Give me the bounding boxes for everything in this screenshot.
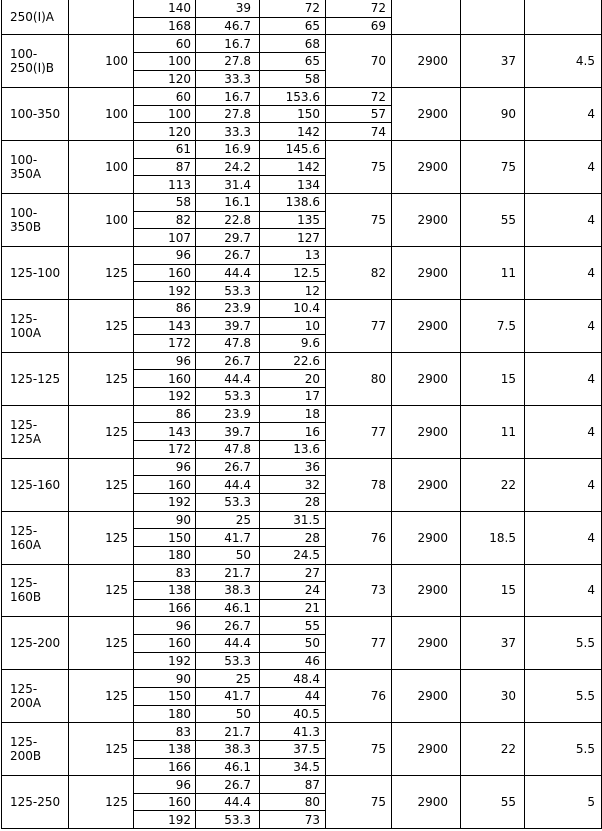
capacity-ls-cell: 26.7 xyxy=(196,776,260,794)
head-cell: 44 xyxy=(260,687,326,705)
model-cell: 100-250(I)B xyxy=(2,35,69,88)
capacity-ls-cell: 27.8 xyxy=(196,52,260,70)
table-row xyxy=(2,723,602,741)
npsh-cell xyxy=(525,0,602,35)
capacity-m3h-cell: 120 xyxy=(134,70,196,88)
head-cell: 34.5 xyxy=(260,758,326,776)
power-cell: 15 xyxy=(461,564,525,617)
capacity-m3h-cell: 166 xyxy=(134,758,196,776)
model-cell: 125-100 xyxy=(2,246,69,299)
capacity-m3h-cell: 83 xyxy=(134,564,196,582)
model-cell: 125-250 xyxy=(2,776,69,829)
capacity-ls-cell: 53.3 xyxy=(196,282,260,300)
npsh-cell: 5.5 xyxy=(525,617,602,670)
efficiency-cell: 77 xyxy=(326,617,392,670)
head-cell: 21 xyxy=(260,599,326,617)
table-row xyxy=(2,352,602,370)
model-cell: 125-160B xyxy=(2,564,69,617)
table-row xyxy=(2,141,602,159)
table-body xyxy=(2,0,602,829)
capacity-ls-cell: 23.9 xyxy=(196,405,260,423)
diameter-cell xyxy=(69,0,134,35)
diameter-cell: 100 xyxy=(69,35,134,88)
table-row xyxy=(2,405,602,423)
capacity-ls-cell: 47.8 xyxy=(196,335,260,353)
capacity-m3h-cell: 61 xyxy=(134,141,196,159)
capacity-m3h-cell: 192 xyxy=(134,282,196,300)
capacity-ls-cell: 26.7 xyxy=(196,352,260,370)
capacity-m3h-cell: 60 xyxy=(134,35,196,53)
efficiency-cell: 82 xyxy=(326,246,392,299)
capacity-ls-cell: 39.7 xyxy=(196,317,260,335)
model-cell: 125-125A xyxy=(2,405,69,458)
head-cell: 40.5 xyxy=(260,705,326,723)
capacity-ls-cell: 44.4 xyxy=(196,793,260,811)
capacity-ls-cell: 16.9 xyxy=(196,141,260,159)
head-cell: 127 xyxy=(260,229,326,247)
npsh-cell: 4 xyxy=(525,564,602,617)
power-cell: 22 xyxy=(461,723,525,776)
head-cell: 10.4 xyxy=(260,299,326,317)
npsh-cell: 4 xyxy=(525,88,602,141)
efficiency-cell: 75 xyxy=(326,194,392,247)
power-cell: 55 xyxy=(461,776,525,829)
speed-cell: 2900 xyxy=(392,352,461,405)
head-cell: 134 xyxy=(260,176,326,194)
head-cell: 10 xyxy=(260,317,326,335)
capacity-m3h-cell: 138 xyxy=(134,740,196,758)
diameter-cell: 125 xyxy=(69,458,134,511)
speed-cell: 2900 xyxy=(392,723,461,776)
power-cell: 11 xyxy=(461,405,525,458)
head-cell: 16 xyxy=(260,423,326,441)
capacity-ls-cell: 39 xyxy=(196,0,260,17)
capacity-ls-cell: 38.3 xyxy=(196,582,260,600)
capacity-m3h-cell: 87 xyxy=(134,158,196,176)
capacity-ls-cell: 26.7 xyxy=(196,246,260,264)
power-cell: 37 xyxy=(461,35,525,88)
capacity-m3h-cell: 192 xyxy=(134,652,196,670)
power-cell: 15 xyxy=(461,352,525,405)
head-cell: 46 xyxy=(260,652,326,670)
capacity-m3h-cell: 160 xyxy=(134,476,196,494)
pump-spec-table xyxy=(1,0,602,829)
head-cell: 13 xyxy=(260,246,326,264)
head-cell: 24 xyxy=(260,582,326,600)
diameter-cell: 125 xyxy=(69,617,134,670)
speed-cell: 2900 xyxy=(392,776,461,829)
capacity-m3h-cell: 60 xyxy=(134,88,196,106)
capacity-m3h-cell: 143 xyxy=(134,423,196,441)
speed-cell xyxy=(392,0,461,35)
capacity-ls-cell: 53.3 xyxy=(196,388,260,406)
diameter-cell: 125 xyxy=(69,511,134,564)
capacity-ls-cell: 53.3 xyxy=(196,811,260,829)
head-cell: 22.6 xyxy=(260,352,326,370)
npsh-cell: 5.5 xyxy=(525,723,602,776)
model-cell: 100-350A xyxy=(2,141,69,194)
capacity-m3h-cell: 96 xyxy=(134,458,196,476)
capacity-ls-cell: 44.4 xyxy=(196,264,260,282)
capacity-m3h-cell: 83 xyxy=(134,723,196,741)
head-cell: 87 xyxy=(260,776,326,794)
head-cell: 50 xyxy=(260,635,326,653)
capacity-m3h-cell: 168 xyxy=(134,17,196,35)
npsh-cell: 4 xyxy=(525,405,602,458)
capacity-m3h-cell: 90 xyxy=(134,670,196,688)
capacity-m3h-cell: 172 xyxy=(134,335,196,353)
head-cell: 80 xyxy=(260,793,326,811)
capacity-m3h-cell: 166 xyxy=(134,599,196,617)
capacity-m3h-cell: 160 xyxy=(134,264,196,282)
capacity-m3h-cell: 120 xyxy=(134,123,196,141)
efficiency-cell: 69 xyxy=(326,17,392,35)
head-cell: 48.4 xyxy=(260,670,326,688)
capacity-ls-cell: 21.7 xyxy=(196,564,260,582)
power-cell: 11 xyxy=(461,246,525,299)
capacity-m3h-cell: 90 xyxy=(134,511,196,529)
speed-cell: 2900 xyxy=(392,670,461,723)
speed-cell: 2900 xyxy=(392,194,461,247)
diameter-cell: 125 xyxy=(69,723,134,776)
head-cell: 58 xyxy=(260,70,326,88)
capacity-m3h-cell: 138 xyxy=(134,582,196,600)
capacity-ls-cell: 23.9 xyxy=(196,299,260,317)
model-cell: 100-350 xyxy=(2,88,69,141)
head-cell: 65 xyxy=(260,52,326,70)
capacity-ls-cell: 21.7 xyxy=(196,723,260,741)
model-cell: 125-200B xyxy=(2,723,69,776)
speed-cell: 2900 xyxy=(392,88,461,141)
power-cell: 18.5 xyxy=(461,511,525,564)
npsh-cell: 4 xyxy=(525,194,602,247)
efficiency-cell: 75 xyxy=(326,141,392,194)
capacity-ls-cell: 53.3 xyxy=(196,493,260,511)
model-cell: 100-350B xyxy=(2,194,69,247)
diameter-cell: 100 xyxy=(69,194,134,247)
efficiency-cell: 72 xyxy=(326,0,392,17)
speed-cell: 2900 xyxy=(392,405,461,458)
capacity-ls-cell: 50 xyxy=(196,546,260,564)
efficiency-cell: 76 xyxy=(326,670,392,723)
efficiency-cell: 74 xyxy=(326,123,392,141)
model-cell: 125-160 xyxy=(2,458,69,511)
speed-cell: 2900 xyxy=(392,246,461,299)
head-cell: 18 xyxy=(260,405,326,423)
head-cell: 138.6 xyxy=(260,194,326,212)
head-cell: 31.5 xyxy=(260,511,326,529)
capacity-ls-cell: 29.7 xyxy=(196,229,260,247)
speed-cell: 2900 xyxy=(392,511,461,564)
table-row xyxy=(2,617,602,635)
capacity-m3h-cell: 160 xyxy=(134,370,196,388)
capacity-m3h-cell: 113 xyxy=(134,176,196,194)
npsh-cell: 4 xyxy=(525,141,602,194)
table-row xyxy=(2,458,602,476)
capacity-m3h-cell: 160 xyxy=(134,635,196,653)
efficiency-cell: 72 xyxy=(326,88,392,106)
efficiency-cell: 76 xyxy=(326,511,392,564)
efficiency-cell: 75 xyxy=(326,723,392,776)
capacity-m3h-cell: 150 xyxy=(134,687,196,705)
head-cell: 55 xyxy=(260,617,326,635)
capacity-ls-cell: 26.7 xyxy=(196,458,260,476)
head-cell: 28 xyxy=(260,493,326,511)
speed-cell: 2900 xyxy=(392,35,461,88)
table-row xyxy=(2,299,602,317)
capacity-ls-cell: 33.3 xyxy=(196,70,260,88)
head-cell: 12 xyxy=(260,282,326,300)
capacity-m3h-cell: 140 xyxy=(134,0,196,17)
capacity-m3h-cell: 180 xyxy=(134,546,196,564)
table-row xyxy=(2,670,602,688)
power-cell xyxy=(461,0,525,35)
capacity-ls-cell: 38.3 xyxy=(196,740,260,758)
diameter-cell: 125 xyxy=(69,670,134,723)
capacity-ls-cell: 26.7 xyxy=(196,617,260,635)
head-cell: 27 xyxy=(260,564,326,582)
speed-cell: 2900 xyxy=(392,458,461,511)
npsh-cell: 4 xyxy=(525,299,602,352)
npsh-cell: 4 xyxy=(525,352,602,405)
capacity-ls-cell: 46.1 xyxy=(196,599,260,617)
capacity-m3h-cell: 58 xyxy=(134,194,196,212)
table-row xyxy=(2,246,602,264)
model-cell: 125-200 xyxy=(2,617,69,670)
efficiency-cell: 73 xyxy=(326,564,392,617)
diameter-cell: 125 xyxy=(69,776,134,829)
head-cell: 9.6 xyxy=(260,335,326,353)
table-row xyxy=(2,0,602,17)
capacity-m3h-cell: 107 xyxy=(134,229,196,247)
capacity-ls-cell: 39.7 xyxy=(196,423,260,441)
capacity-ls-cell: 53.3 xyxy=(196,652,260,670)
npsh-cell: 5.5 xyxy=(525,670,602,723)
capacity-ls-cell: 16.1 xyxy=(196,194,260,212)
head-cell: 135 xyxy=(260,211,326,229)
head-cell: 20 xyxy=(260,370,326,388)
model-cell: 250(I)A xyxy=(2,0,69,35)
capacity-m3h-cell: 100 xyxy=(134,52,196,70)
capacity-ls-cell: 25 xyxy=(196,511,260,529)
capacity-ls-cell: 46.7 xyxy=(196,17,260,35)
capacity-m3h-cell: 192 xyxy=(134,811,196,829)
capacity-ls-cell: 22.8 xyxy=(196,211,260,229)
capacity-m3h-cell: 192 xyxy=(134,388,196,406)
capacity-m3h-cell: 143 xyxy=(134,317,196,335)
diameter-cell: 100 xyxy=(69,141,134,194)
table-row xyxy=(2,194,602,212)
head-cell: 28 xyxy=(260,529,326,547)
capacity-ls-cell: 41.7 xyxy=(196,687,260,705)
diameter-cell: 125 xyxy=(69,352,134,405)
model-cell: 125-125 xyxy=(2,352,69,405)
capacity-ls-cell: 44.4 xyxy=(196,370,260,388)
capacity-m3h-cell: 96 xyxy=(134,246,196,264)
capacity-ls-cell: 24.2 xyxy=(196,158,260,176)
power-cell: 30 xyxy=(461,670,525,723)
head-cell: 145.6 xyxy=(260,141,326,159)
model-cell: 125-160A xyxy=(2,511,69,564)
capacity-ls-cell: 44.4 xyxy=(196,476,260,494)
efficiency-cell: 70 xyxy=(326,35,392,88)
capacity-m3h-cell: 172 xyxy=(134,441,196,459)
head-cell: 68 xyxy=(260,35,326,53)
head-cell: 41.3 xyxy=(260,723,326,741)
efficiency-cell: 75 xyxy=(326,776,392,829)
capacity-m3h-cell: 82 xyxy=(134,211,196,229)
head-cell: 65 xyxy=(260,17,326,35)
head-cell: 142 xyxy=(260,123,326,141)
head-cell: 150 xyxy=(260,105,326,123)
head-cell: 13.6 xyxy=(260,441,326,459)
capacity-m3h-cell: 160 xyxy=(134,793,196,811)
npsh-cell: 4.5 xyxy=(525,35,602,88)
table-row xyxy=(2,511,602,529)
model-cell: 125-100A xyxy=(2,299,69,352)
capacity-m3h-cell: 192 xyxy=(134,493,196,511)
speed-cell: 2900 xyxy=(392,141,461,194)
capacity-m3h-cell: 180 xyxy=(134,705,196,723)
npsh-cell: 4 xyxy=(525,246,602,299)
diameter-cell: 125 xyxy=(69,246,134,299)
capacity-ls-cell: 31.4 xyxy=(196,176,260,194)
capacity-m3h-cell: 96 xyxy=(134,776,196,794)
capacity-ls-cell: 41.7 xyxy=(196,529,260,547)
head-cell: 17 xyxy=(260,388,326,406)
head-cell: 32 xyxy=(260,476,326,494)
head-cell: 153.6 xyxy=(260,88,326,106)
capacity-ls-cell: 33.3 xyxy=(196,123,260,141)
capacity-m3h-cell: 86 xyxy=(134,299,196,317)
model-cell: 125-200A xyxy=(2,670,69,723)
capacity-ls-cell: 47.8 xyxy=(196,441,260,459)
capacity-ls-cell: 50 xyxy=(196,705,260,723)
speed-cell: 2900 xyxy=(392,564,461,617)
efficiency-cell: 78 xyxy=(326,458,392,511)
diameter-cell: 100 xyxy=(69,88,134,141)
power-cell: 75 xyxy=(461,141,525,194)
capacity-ls-cell: 27.8 xyxy=(196,105,260,123)
power-cell: 7.5 xyxy=(461,299,525,352)
capacity-m3h-cell: 96 xyxy=(134,617,196,635)
table-row xyxy=(2,564,602,582)
speed-cell: 2900 xyxy=(392,617,461,670)
diameter-cell: 125 xyxy=(69,299,134,352)
efficiency-cell: 77 xyxy=(326,405,392,458)
efficiency-cell: 77 xyxy=(326,299,392,352)
head-cell: 12.5 xyxy=(260,264,326,282)
power-cell: 22 xyxy=(461,458,525,511)
capacity-ls-cell: 44.4 xyxy=(196,635,260,653)
table-row xyxy=(2,88,602,106)
table-row xyxy=(2,776,602,794)
speed-cell: 2900 xyxy=(392,299,461,352)
efficiency-cell: 57 xyxy=(326,105,392,123)
capacity-ls-cell: 16.7 xyxy=(196,35,260,53)
diameter-cell: 125 xyxy=(69,564,134,617)
power-cell: 90 xyxy=(461,88,525,141)
capacity-m3h-cell: 150 xyxy=(134,529,196,547)
power-cell: 55 xyxy=(461,194,525,247)
head-cell: 142 xyxy=(260,158,326,176)
head-cell: 37.5 xyxy=(260,740,326,758)
capacity-ls-cell: 16.7 xyxy=(196,88,260,106)
head-cell: 72 xyxy=(260,0,326,17)
efficiency-cell: 80 xyxy=(326,352,392,405)
diameter-cell: 125 xyxy=(69,405,134,458)
capacity-ls-cell: 46.1 xyxy=(196,758,260,776)
npsh-cell: 4 xyxy=(525,511,602,564)
head-cell: 36 xyxy=(260,458,326,476)
head-cell: 24.5 xyxy=(260,546,326,564)
table-row xyxy=(2,35,602,53)
power-cell: 37 xyxy=(461,617,525,670)
head-cell: 73 xyxy=(260,811,326,829)
capacity-m3h-cell: 96 xyxy=(134,352,196,370)
capacity-m3h-cell: 100 xyxy=(134,105,196,123)
npsh-cell: 5 xyxy=(525,776,602,829)
capacity-ls-cell: 25 xyxy=(196,670,260,688)
capacity-m3h-cell: 86 xyxy=(134,405,196,423)
npsh-cell: 4 xyxy=(525,458,602,511)
